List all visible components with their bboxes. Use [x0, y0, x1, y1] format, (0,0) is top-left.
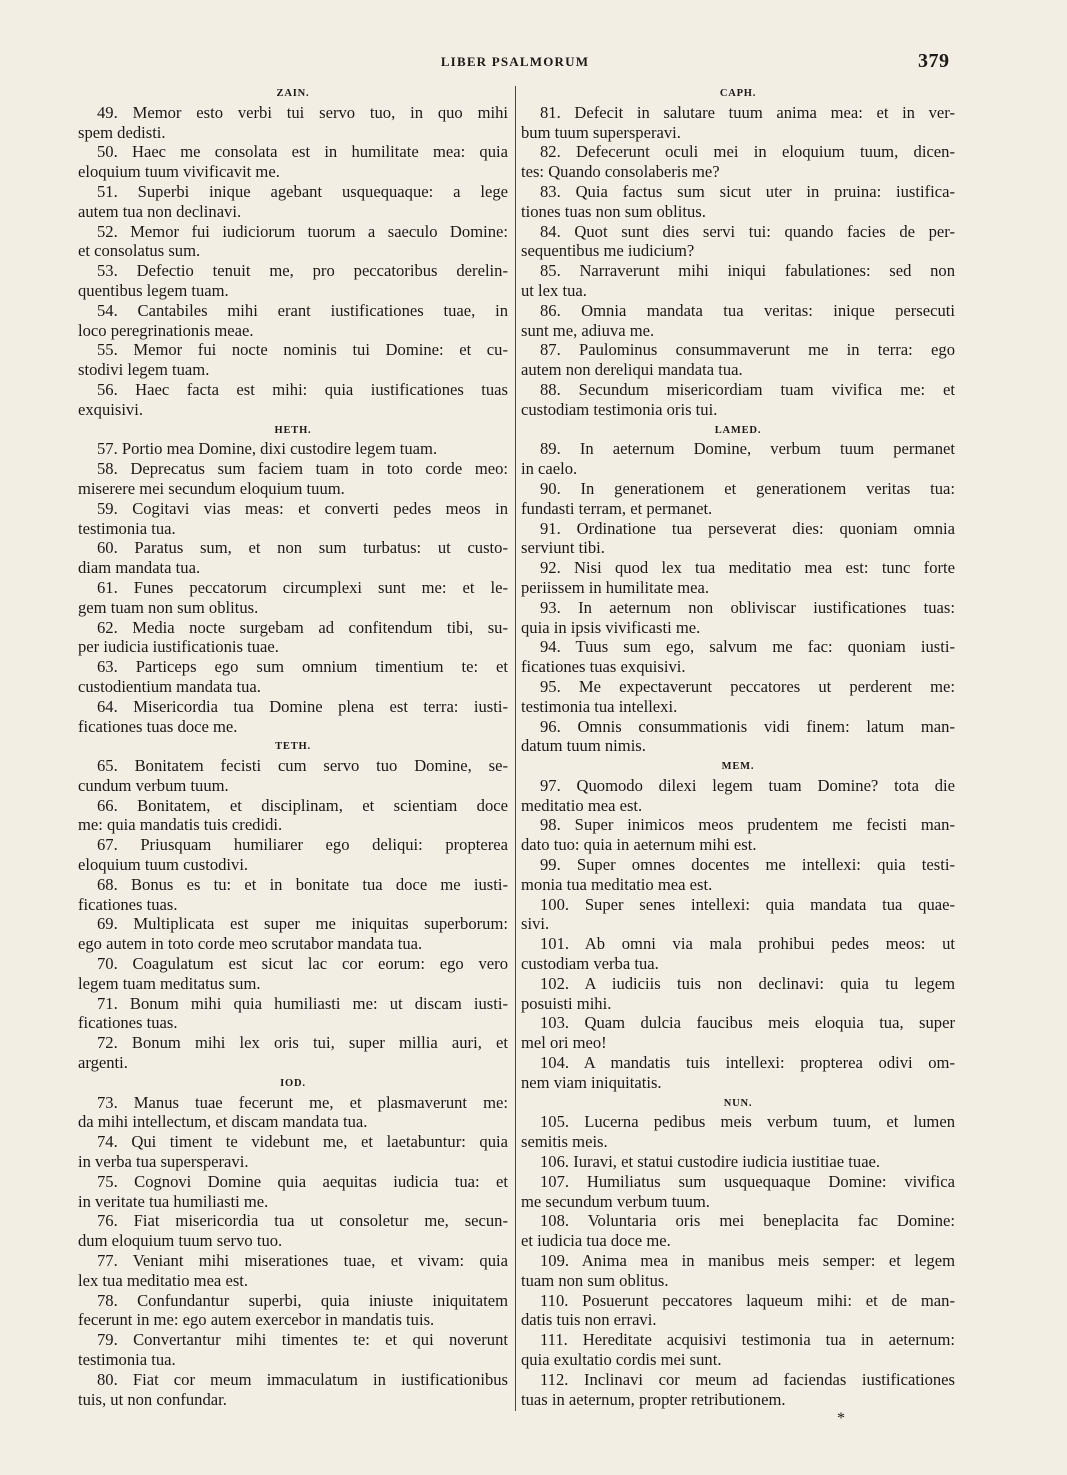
verse-line: argenti.: [78, 1053, 128, 1073]
verse: [521, 895, 955, 935]
verse: [78, 380, 508, 420]
verse: [521, 1291, 955, 1331]
verse-line: 56. Haec facta est mihi: quia iustificationes tuas: [97, 379, 508, 399]
verse: [78, 538, 508, 578]
verse-line: testimonia tua.: [78, 518, 176, 538]
verse-line: ficationes tuas doce me.: [78, 716, 238, 736]
verse-line: ficationes tuas.: [78, 894, 178, 914]
verse: [78, 182, 508, 222]
verse: [521, 1251, 955, 1291]
verse: [521, 1053, 955, 1093]
verse-line: periissem in humilitate mea.: [521, 577, 710, 597]
section-heading: HETH.: [274, 424, 312, 436]
verse-line: bum tuum supersperavi.: [521, 122, 681, 142]
verse-line: in veritate tua humiliasti me.: [78, 1191, 269, 1211]
verse: [78, 994, 508, 1034]
verse-line: meditatio mea est.: [521, 795, 643, 815]
verse-line: da mihi intellectum, et discam mandata tua.: [78, 1112, 368, 1132]
verse-line: posuisti mihi.: [521, 993, 612, 1013]
verse-line: 72. Bonum mihi lex oris tui, super millia auri, et: [97, 1033, 508, 1053]
verse-line: 89. In aeternum Domine, verbum tuum permanet: [540, 439, 955, 459]
verse: [521, 855, 955, 895]
verse-line: 111. Hereditate acquisivi testimonia tua in aeternum:: [540, 1330, 955, 1350]
verse-line: 74. Qui timent te videbunt me, et laetabuntur: quia: [97, 1132, 508, 1152]
verse-line: exquisivi.: [78, 399, 143, 419]
verse: [521, 934, 955, 974]
verse-line: semitis meis.: [521, 1132, 608, 1152]
verse-line: eloquium tuum vivificavit me.: [78, 162, 280, 182]
verse-line: 68. Bonus es tu: et in bonitate tua doce me iusti-: [97, 874, 508, 894]
verse-line: 50. Haec me consolata est in humilitate mea: quia: [97, 142, 508, 162]
verse: [521, 677, 955, 717]
verse-line: tuas in aeternum, propter retributionem.: [521, 1389, 786, 1409]
verse-line: ego autem in toto corde meo scrutabor mandata tua.: [78, 934, 423, 954]
verse-line: 91. Ordinatione tua perseverat dies: quoniam omnia: [540, 518, 955, 538]
verse-line: 49. Memor esto verbi tui servo tuo, in quo mihi: [97, 102, 508, 122]
verse-line: 109. Anima mea in manibus meis semper: et legem: [540, 1251, 955, 1271]
verse: [78, 756, 508, 796]
verse-line: 55. Memor fui nocte nominis tui Domine: et cu-: [97, 340, 508, 360]
verse-line: 67. Priusquam humiliarer ego deliqui: propterea: [97, 835, 508, 855]
verse-line: custodientium mandata tua.: [78, 676, 261, 696]
verse-line: 51. Superbi inique agebant usquequaque: a lege: [97, 181, 508, 201]
verse-line: 87. Paulominus consummaverunt me in terra: ego: [540, 340, 955, 360]
verse-line: 97. Quomodo dilexi legem tuam Domine? tota die: [540, 775, 955, 795]
verse: [78, 1370, 508, 1410]
verse-line: et iudicia tua doce me.: [521, 1231, 671, 1251]
section-heading: ZAIN.: [276, 88, 310, 99]
verse-line: 75. Cognovi Domine quia aequitas iudicia tua: et: [97, 1171, 508, 1191]
verse-line: tuis, ut non confundar.: [78, 1389, 227, 1409]
verse-line: stodivi legem tuam.: [78, 360, 210, 380]
verse-line: miserere mei secundum eloquium tuum.: [78, 478, 345, 498]
end-mark: *: [837, 1410, 845, 1428]
verse-line: sunt me, adiuva me.: [521, 320, 655, 340]
verse-line: gem tuam non sum oblitus.: [78, 597, 259, 617]
verse: [521, 103, 955, 143]
verse: [78, 697, 508, 737]
verse-line: 54. Cantabiles mihi erant iustificationes tuae, in: [97, 300, 508, 320]
verse: [521, 479, 955, 519]
verse-line: 71. Bonum mihi quia humiliasti me: ut discam iusti-: [97, 993, 508, 1013]
verse-line: 106. Iuravi, et statui custodire iudicia iustitiae tuae.: [540, 1152, 881, 1172]
verse-line: 105. Lucerna pedibus meis verbum tuum, et lumen: [540, 1112, 955, 1132]
verse: [78, 439, 508, 459]
verse-line: 62. Media nocte surgebam ad confitendum tibi, su-: [97, 617, 508, 637]
verse: [521, 1013, 955, 1053]
verse-line: 70. Coagulatum est sicut lac cor eorum: ego vero: [97, 954, 508, 974]
verse-line: legem tuam meditatus sum.: [78, 973, 261, 993]
verse: [521, 439, 955, 479]
verse: [78, 103, 508, 143]
verse-line: diam mandata tua.: [78, 558, 201, 578]
verse-line: 57. Portio mea Domine, dixi custodire legem tuam.: [97, 439, 438, 459]
verse-line: 82. Defecerunt oculi mei in eloquium tuum, dicen-: [540, 142, 955, 162]
verse: [78, 578, 508, 618]
section-heading: NUN.: [723, 1097, 753, 1109]
verse-line: 104. A mandatis tuis intellexi: propterea odivi om-: [540, 1053, 955, 1073]
verse: [78, 1251, 508, 1291]
verse-line: 78. Confundantur superbi, quia iniuste iniquitatem: [97, 1290, 508, 1310]
verse-line: spem dedisti.: [78, 122, 166, 142]
verse-line: 73. Manus tuae fecerunt me, et plasmaverunt me:: [97, 1092, 508, 1112]
verse-line: in caelo.: [521, 459, 578, 479]
verse: [521, 776, 955, 816]
verse-line: monia tua meditatio mea est.: [521, 874, 713, 894]
verse-line: autem tua non declinavi.: [78, 201, 242, 221]
verse-line: 60. Paratus sum, et non sum turbatus: ut custo-: [97, 538, 508, 558]
verse-line: sivi.: [521, 914, 550, 934]
verse-line: dato tuo: quia in aeternum mihi est.: [521, 835, 757, 855]
section-heading: LAMED.: [714, 424, 762, 436]
verse-line: nem viam iniquitatis.: [521, 1072, 662, 1092]
verse: [78, 1172, 508, 1212]
verse: [78, 301, 508, 341]
verse-line: fecerunt in me: ego autem exercebor in mandatis tuis.: [78, 1310, 435, 1330]
verse-line: mel ori meo!: [521, 1033, 607, 1053]
section-heading: IOD.: [280, 1077, 306, 1089]
verse-line: cundum verbum tuum.: [78, 775, 229, 795]
verse: [78, 222, 508, 262]
verse: [521, 519, 955, 559]
running-title: LIBER PSALMORUM: [440, 54, 590, 69]
verse: [78, 835, 508, 875]
verse: [521, 1152, 955, 1172]
verse-line: per iudicia iustificationis tuae.: [78, 637, 279, 657]
verse: [521, 1211, 955, 1251]
verse-line: ficationes tuas exquisivi.: [521, 657, 686, 677]
verse-line: 88. Secundum misericordiam tuam vivifica me: et: [540, 379, 955, 399]
verse-line: tiones tuas non sum oblitus.: [521, 201, 706, 221]
verse: [521, 340, 955, 380]
verse-line: 98. Super inimicos meos prudentem me fecisti man-: [540, 815, 955, 835]
verse-line: 52. Memor fui iudiciorum tuorum a saeculo Domine:: [97, 221, 508, 241]
verse: [521, 717, 955, 757]
verse-line: 86. Omnia mandata tua veritas: inique persecuti: [540, 300, 955, 320]
verse: [78, 261, 508, 301]
verse-line: 110. Posuerunt peccatores laqueum mihi: et de man-: [540, 1290, 955, 1310]
verse-line: 81. Defecit in salutare tuum anima mea: et in ver-: [540, 102, 955, 122]
verse-line: serviunt tibi.: [521, 538, 605, 558]
verse-line: 84. Quot sunt dies servi tui: quando facies de per-: [540, 221, 955, 241]
verse: [521, 974, 955, 1014]
verse: [521, 558, 955, 598]
verse: [521, 1330, 955, 1370]
verse: [521, 1370, 955, 1410]
verse-line: 76. Fiat misericordia tua ut consoletur me, secun-: [97, 1211, 508, 1231]
verse-line: datis tuis non erravi.: [521, 1310, 657, 1330]
verse: [521, 815, 955, 855]
verse-line: 65. Bonitatem fecisti cum servo tuo Domine, se-: [97, 756, 508, 776]
verse-line: 100. Super senes intellexi: quia mandata tua quae-: [540, 894, 955, 914]
verse-line: 94. Tuus sum ego, salvum me fac: quoniam iusti-: [540, 637, 955, 657]
verse-line: me secundum verbum tuum.: [521, 1191, 710, 1211]
verse-line: autem non dereliqui mandata tua.: [521, 360, 743, 380]
verse: [521, 1172, 955, 1212]
column-divider: [515, 86, 516, 1411]
section-heading: MEM.: [721, 761, 755, 773]
verse: [78, 142, 508, 182]
verse-line: 95. Me expectaverunt peccatores ut perderent me:: [540, 676, 955, 696]
verse: [78, 1291, 508, 1331]
verse-line: 107. Humiliatus sum usquequaque Domine: vivifica: [540, 1171, 955, 1191]
verse: [78, 657, 508, 697]
verse-line: custodiam testimonia oris tui.: [521, 399, 718, 419]
verse-line: ficationes tuas.: [78, 1013, 178, 1033]
verse-line: 59. Cogitavi vias meas: et converti pedes meos in: [97, 498, 508, 518]
verse-line: quia exultatio cordis mei sunt.: [521, 1350, 722, 1369]
verse-line: 80. Fiat cor meum immaculatum in iustificationibus: [97, 1369, 508, 1389]
verse-line: 85. Narraverunt mihi iniqui fabulationes: sed non: [540, 261, 955, 281]
verse: [78, 340, 508, 380]
verse-line: 99. Super omnes docentes me intellexi: quia testi-: [540, 855, 955, 875]
verse-line: custodiam verba tua.: [521, 954, 659, 974]
verse-line: tes: Quando consolaberis me?: [521, 162, 720, 182]
verse-line: ut lex tua.: [521, 280, 587, 300]
section-heading: TETH.: [275, 741, 311, 753]
verse-line: fundasti terram, et permanet.: [521, 498, 713, 518]
verse-line: 90. In generationem et generationem veritas tua:: [540, 478, 955, 498]
verse-line: 77. Veniant mihi miserationes tuae, et vivam: quia: [97, 1251, 508, 1271]
verse-line: dum eloquium tuum servo tuo.: [78, 1231, 283, 1251]
verse-line: in verba tua supersperavi.: [78, 1152, 249, 1172]
verse-line: 112. Inclinavi cor meum ad faciendas iustificationes: [540, 1369, 955, 1389]
verse: [78, 1093, 508, 1133]
verse-line: 61. Funes peccatorum circumplexi sunt me: et le-: [97, 577, 508, 597]
verse-line: loco peregrinationis meae.: [78, 320, 254, 340]
verse: [521, 261, 955, 301]
verse-line: quentibus legem tuam.: [78, 280, 229, 300]
verse-line: lex tua meditatio mea est.: [78, 1270, 249, 1290]
verse: [521, 637, 955, 677]
verse-line: 101. Ab omni via mala prohibui pedes meos: ut: [540, 934, 955, 954]
verse-line: 69. Multiplicata est super me iniquitas superborum:: [97, 914, 508, 934]
verse: [78, 459, 508, 499]
verse-line: 96. Omnis consummationis vidi finem: latum man-: [540, 716, 955, 736]
verse-line: 102. A iudiciis tuis non declinavi: quia tu legem: [540, 973, 955, 993]
verse-line: 64. Misericordia tua Domine plena est terra: iusti-: [97, 696, 508, 716]
verse-line: 53. Defectio tenuit me, pro peccatoribus derelin-: [97, 261, 508, 281]
verse-line: 93. In aeternum non obliviscar iustificationes tuas:: [540, 597, 955, 617]
verse: [521, 1112, 955, 1152]
verse-line: testimonia tua intellexi.: [521, 696, 678, 716]
verse: [78, 1211, 508, 1251]
verse-line: 92. Nisi quod lex tua meditatio mea est: tunc forte: [540, 558, 955, 578]
verse: [521, 182, 955, 222]
verse: [78, 954, 508, 994]
verse: [78, 1330, 508, 1370]
verse-line: testimonia tua.: [78, 1350, 176, 1369]
verse-line: me: quia mandatis tuis credidi.: [78, 815, 283, 835]
verse-line: 63. Particeps ego sum omnium timentium te: et: [97, 657, 508, 677]
verse-line: 79. Convertantur mihi timentes te: et qui noverunt: [97, 1330, 508, 1350]
verse-line: eloquium tuum custodivi.: [78, 855, 249, 875]
verse-line: tuam non sum oblitus.: [521, 1270, 669, 1290]
right-column: [521, 83, 955, 1429]
left-column: [78, 83, 508, 1409]
verse-line: 103. Quam dulcia faucibus meis eloquia tua, super: [540, 1013, 955, 1033]
verse: [78, 796, 508, 836]
verse-line: datum tuum nimis.: [521, 736, 646, 756]
verse-line: et consolatus sum.: [78, 241, 201, 261]
page-number: 379: [918, 50, 950, 72]
verse: [521, 380, 955, 420]
verse: [78, 499, 508, 539]
verse: [78, 618, 508, 658]
verse-line: 58. Deprecatus sum faciem tuam in toto corde meo:: [97, 459, 508, 479]
verse: [521, 222, 955, 262]
verse: [78, 1132, 508, 1172]
verse-line: quia in ipsis vivificasti me.: [521, 617, 701, 637]
verse-line: 83. Quia factus sum sicut uter in pruina: iustifica-: [540, 181, 955, 201]
verse: [521, 598, 955, 638]
verse: [521, 142, 955, 182]
verse-line: 108. Voluntaria oris mei beneplacita fac Domine:: [540, 1211, 955, 1231]
section-heading: CAPH.: [719, 88, 757, 99]
verse: [78, 914, 508, 954]
verse-line: 66. Bonitatem, et disciplinam, et scientiam doce: [97, 795, 508, 815]
verse: [521, 301, 955, 341]
verse: [78, 1033, 508, 1073]
verse: [78, 875, 508, 915]
verse-line: sequentibus me iudicium?: [521, 241, 695, 261]
